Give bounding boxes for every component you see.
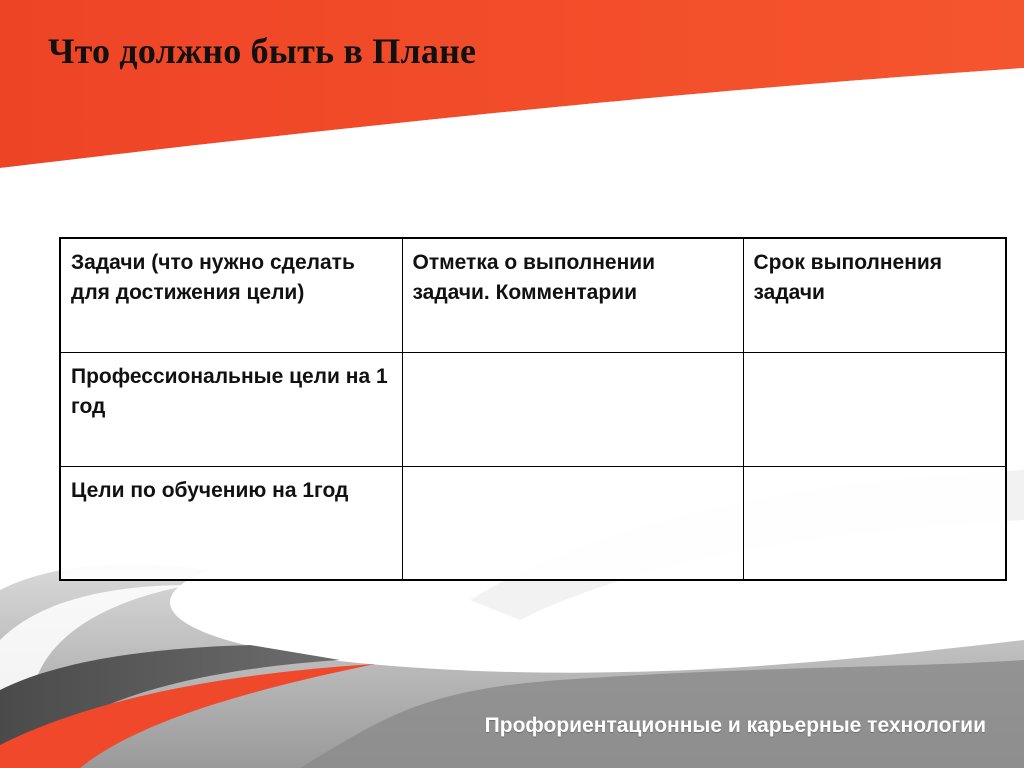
table-row bbox=[60, 352, 1006, 466]
header-cell-deadline: Срок выполнения задачи bbox=[743, 238, 1006, 352]
header-cell-tasks: Задачи (что нужно сделать для достижения цели) bbox=[60, 238, 402, 352]
table-cell bbox=[402, 352, 743, 466]
table-cell bbox=[402, 466, 743, 580]
header-cell-status: Отметка о выполнении задачи. Комментарии bbox=[402, 238, 743, 352]
slide-title: Что должно быть в Плане bbox=[48, 31, 477, 71]
table-header-row bbox=[60, 238, 1006, 352]
row-label-learning-goals: Цели по обучению на 1год bbox=[60, 466, 402, 580]
table-cell bbox=[743, 466, 1006, 580]
table-row bbox=[60, 466, 1006, 580]
plan-table bbox=[59, 237, 1007, 581]
row-label-professional-goals: Профессиональные цели на 1 год bbox=[60, 352, 402, 466]
footer-caption: Профориентационные и карьерные технологии bbox=[484, 714, 986, 737]
table-cell bbox=[743, 352, 1006, 466]
